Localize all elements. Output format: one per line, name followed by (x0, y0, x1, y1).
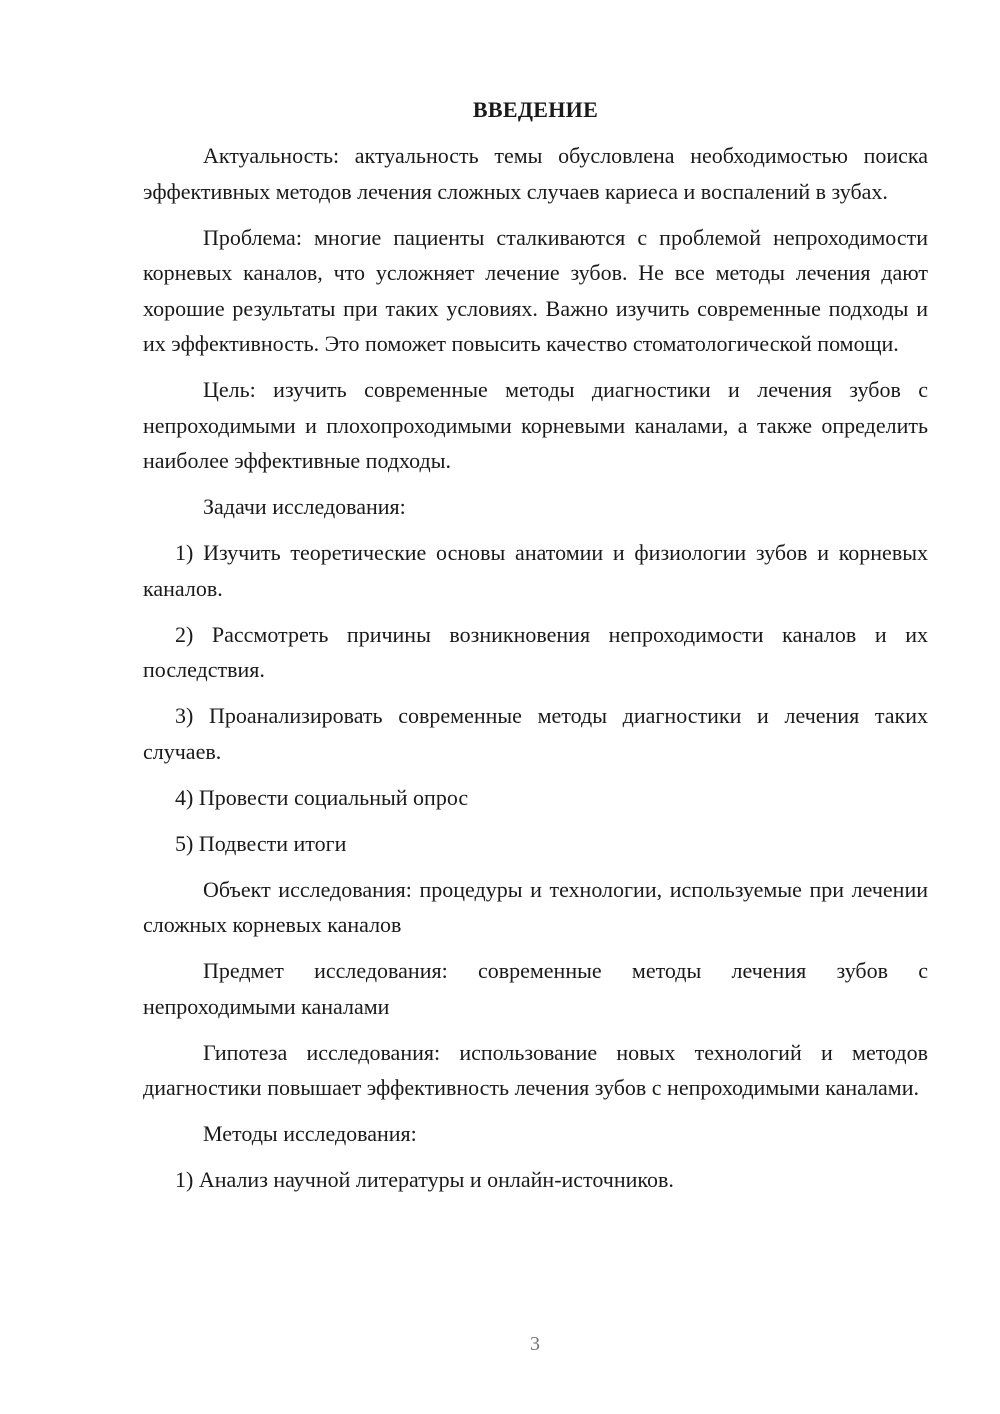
paragraph-methods-heading: Методы исследования: (203, 1121, 417, 1146)
paragraph-relevance: Актуальность: актуальность темы обусловлена необходимостью поиска эффективных методов лечения сложных случаев кариеса и воспалений в зубах. (143, 143, 928, 204)
paragraph-goal: Цель: изучить современные методы диагностики и лечения зубов с непроходимыми и плохопроходимыми корневыми каналами, а также определить наиболее эффективные подходы. (143, 377, 928, 473)
section-title: ВВЕДЕНИЕ (472, 97, 599, 122)
list-item-task-4: 4) Провести социальный опрос (175, 784, 469, 810)
paragraph-tasks-heading: Задачи исследования: (203, 494, 406, 519)
list-item-task-2: 2) Рассмотреть причины возникновения непроходимости каналов и их последствия. (143, 621, 928, 682)
paragraph-hypothesis: Гипотеза исследования: использование новых технологий и методов диагностики повышает эффективность лечения зубов с непроходимыми каналами. (143, 1039, 928, 1100)
list-item-method-1: 1) Анализ научной литературы и онлайн-источников. (175, 1167, 674, 1192)
list-item-task-5: 5) Подвести итоги (175, 830, 347, 856)
list-item-task-1: 1) Изучить теоретические основы анатомии и физиологии зубов и корневых каналов. (143, 540, 928, 601)
paragraph-object: Объект исследования: процедуры и технологии, используемые при лечении сложных корневых каналов (143, 876, 928, 937)
list-item-task-3: 3) Проанализировать современные методы диагностики и лечения таких случаев. (143, 703, 928, 764)
page-number: 3 (530, 1333, 540, 1355)
document-page (143, 92, 928, 1208)
paragraph-problem: Проблема: многие пациенты сталкиваются с проблемой непроходимости корневых каналов, что усложняет лечение зубов. Не все методы лечения дают хорошие результаты при таких условиях. Важно изучить современные подходы и их эффективность. Это поможет повысить качество стоматологической помощи. (143, 224, 928, 356)
paragraph-subject: Предмет исследования: современные методы лечения зубов с непроходимыми каналами (143, 958, 928, 1019)
